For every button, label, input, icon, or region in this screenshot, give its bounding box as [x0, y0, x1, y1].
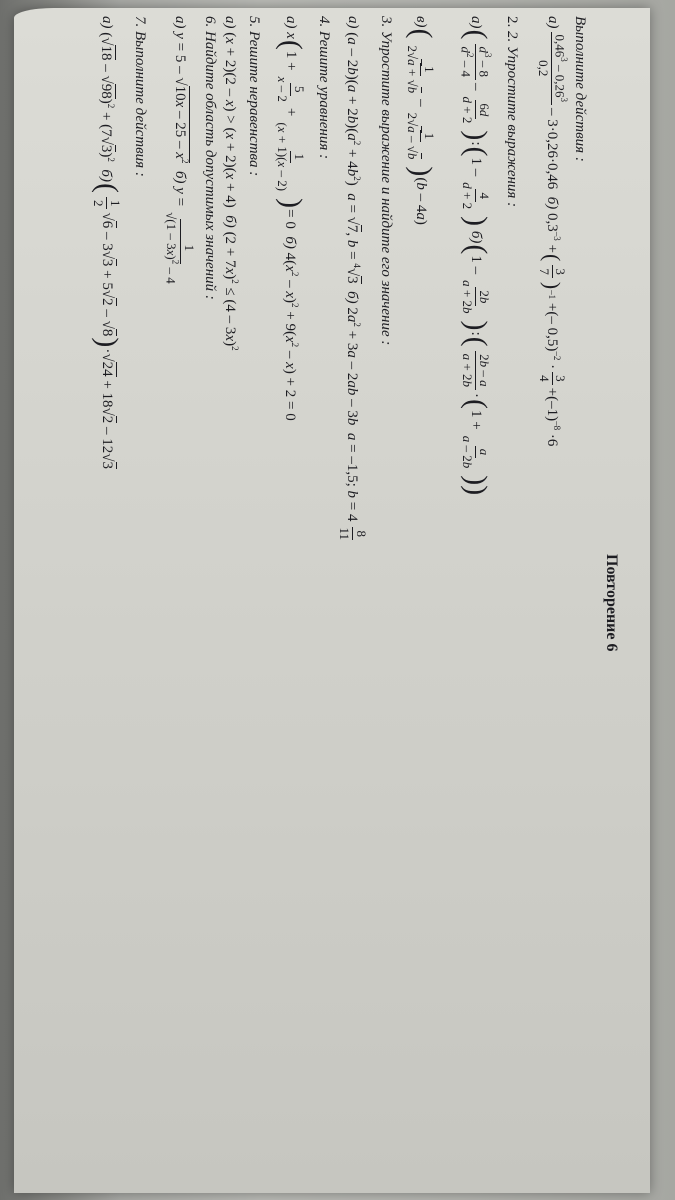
section-2-heading: 2. 2. Упростите выражения : — [504, 16, 520, 208]
task-4-row: а) x ( 1 + 5 x – 2 + 1 (x + 1)(x – 2) ) = 0 б) $4(x^2 - x)^2 + 9(x^2 - x) + 2 = 0$ — [274, 16, 308, 421]
task-7-row: а) $(√18 - √98)^2 + (7√3)^2$ б) ( 1 2 √6 – 3√3 + 5√2 – √8 ) ·√24 + 18√2 – 12√3 — [90, 16, 124, 470]
task-1-row: а) 0,46$^3$ – 0,26$^3$ 0,2 – 3·0,26·0,46 б) $0,3^{-3}$ + ( 3 7 ) –1 +(– 0,5)$^{-2}$ · 3 4 $+(-1)^{-8} \cdot 6$ — [536, 16, 569, 447]
paper-sheet — [14, 8, 650, 1193]
worksheet — [22, 14, 622, 1199]
task-5-row: а) (x + 2)(2 – x) > (x + 2)(x + 4) б) $(2 + 7x)^2 \le (4 - 3x)^2$ — [222, 16, 240, 351]
task-2-row-ab: а) ( $d^3 - 8$ $d^2 - 4$ – 6d d + 2 ) : ( 1 – 4 d + 2 ) б) ( 1 – 2b a + 2b ) : ( 2b – a a + 2b · ( 1 + a a – 2b )) — [458, 16, 493, 496]
section-3-heading: 3. Упростите выражение и найдите его значение : — [378, 16, 394, 346]
section-7-heading: 7. Выполните действия : — [132, 16, 148, 177]
section-6-heading: 6. Найдите область допустимых значений : — [202, 16, 218, 300]
task-6-row: а) $y = 5 - √10x - 25 - x^2$ б) y = 1 √(1 – 3x)$^2$ – 4 — [164, 16, 197, 284]
task-2-row-c: в) ( 1 2√a + √b – 1 2√a – √b ) (b – 4a) — [404, 16, 438, 225]
section-5-heading: 5. Решите неравенства : — [246, 16, 262, 177]
section-1-heading: Выполните действия : — [572, 16, 588, 162]
worksheet-title: Повторение 6 — [603, 554, 620, 652]
section-4-heading: 4. Решите уравнения : — [316, 16, 332, 160]
task-3-row: а) $(a - 2b)(a + 2b)(a^2 + 4b^2)$ a = √7, b = $^4$√3 б) $2a^2 + 3a - 2ab - 3b$ a = –1,5; b = 4 8 11 — [337, 16, 369, 540]
